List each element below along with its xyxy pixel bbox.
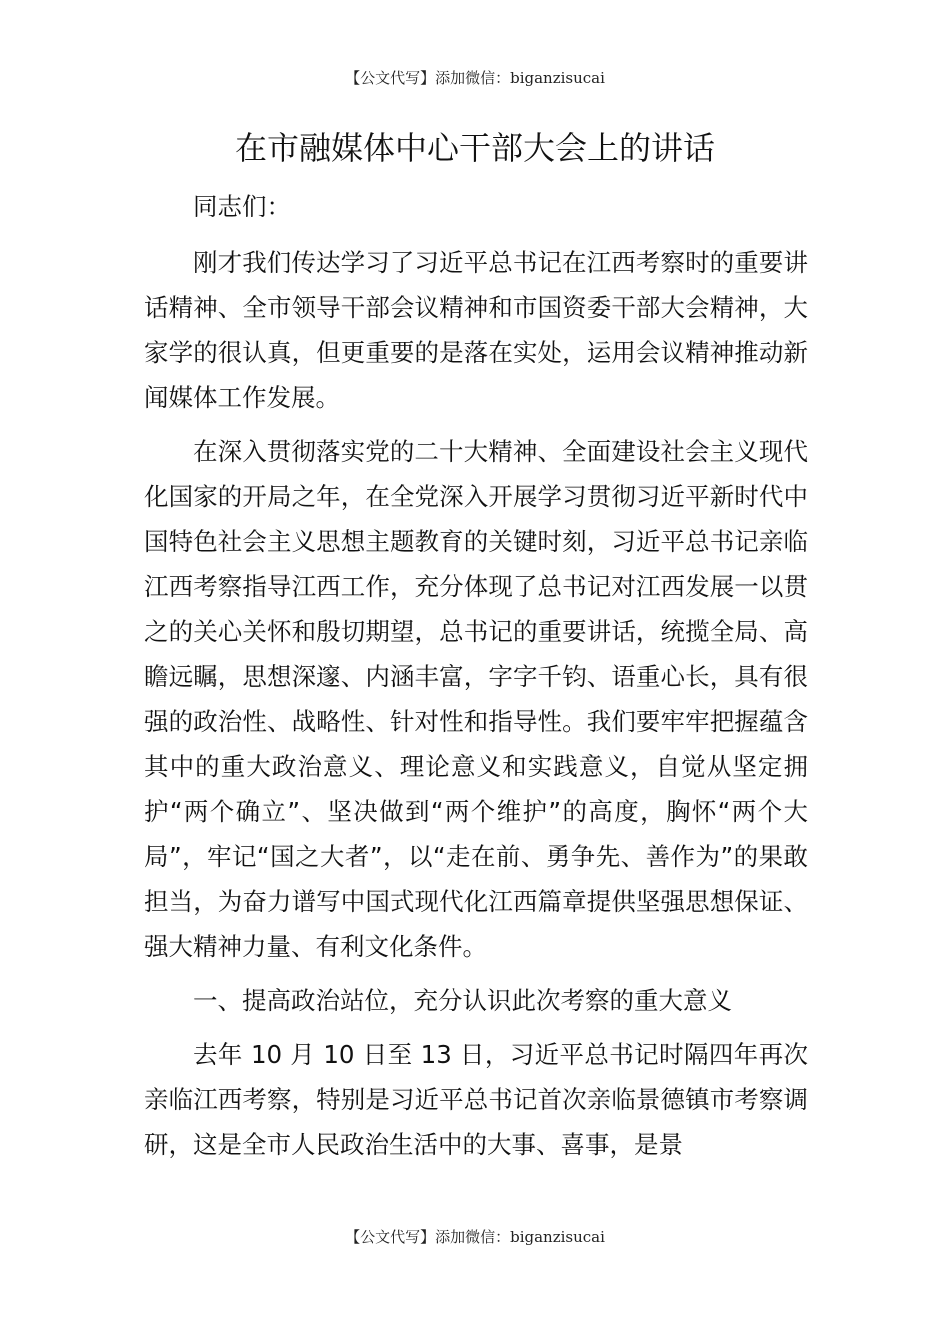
document-body — [144, 184, 808, 1176]
header-watermark-note: 【公文代写】添加微信：biganzisucai — [345, 69, 605, 87]
greeting-line: 同志们： — [193, 192, 291, 221]
footer-watermark-note: 【公文代写】添加微信：biganzisucai — [345, 1228, 605, 1246]
section-paragraph: 去年 10 月 10 日至 13 日，习近平总书记时隔四年再次亲临江西考察，特别是习近平总书记首次亲临景德镇市考察调研，这是全市人民政治生活中的大事、喜事，是景 — [144, 1040, 808, 1159]
paragraph-context: 在深入贯彻落实党的二十大精神、全面建设社会主义现代化国家的开局之年，在全党深入开展学习贯彻习近平新时代中国特色社会主义思想主题教育的关键时刻，习近平总书记亲临江西考察指导江西工作，充分体现了总书记对江西发展一以贯之的关心关怀和殷切期望，总书记的重要讲话，统揽全局、高瞻远瞩，思想深邃、内涵丰富，字字千钧、语重心长，具有很强的政治性、战略性、针对性和指导性。我们要牢牢把握蕴含其中的重大政治意义、理论意义和实践意义，自觉从坚定拥护“两个确立”、坚决做到“两个维护”的高度，胸怀“两个大局”，牢记“国之大者”，以“走在前、勇争先、善作为”的果敢担当，为奋力谱写中国式现代化江西篇章提供坚强思想保证、强大精神力量、有利文化条件。 — [144, 437, 808, 961]
section-heading: 一、提高政治站位，充分认识此次考察的重大意义 — [193, 986, 732, 1015]
document-title: 在市融媒体中心干部大会上的讲话 — [234, 129, 715, 167]
paragraph-intro: 刚才我们传达学习了习近平总书记在江西考察时的重要讲话精神、全市领导干部会议精神和市国资委干部大会精神，大家学的很认真，但更重要的是落在实处，运用会议精神推动新闻媒体工作发展。 — [144, 248, 808, 412]
